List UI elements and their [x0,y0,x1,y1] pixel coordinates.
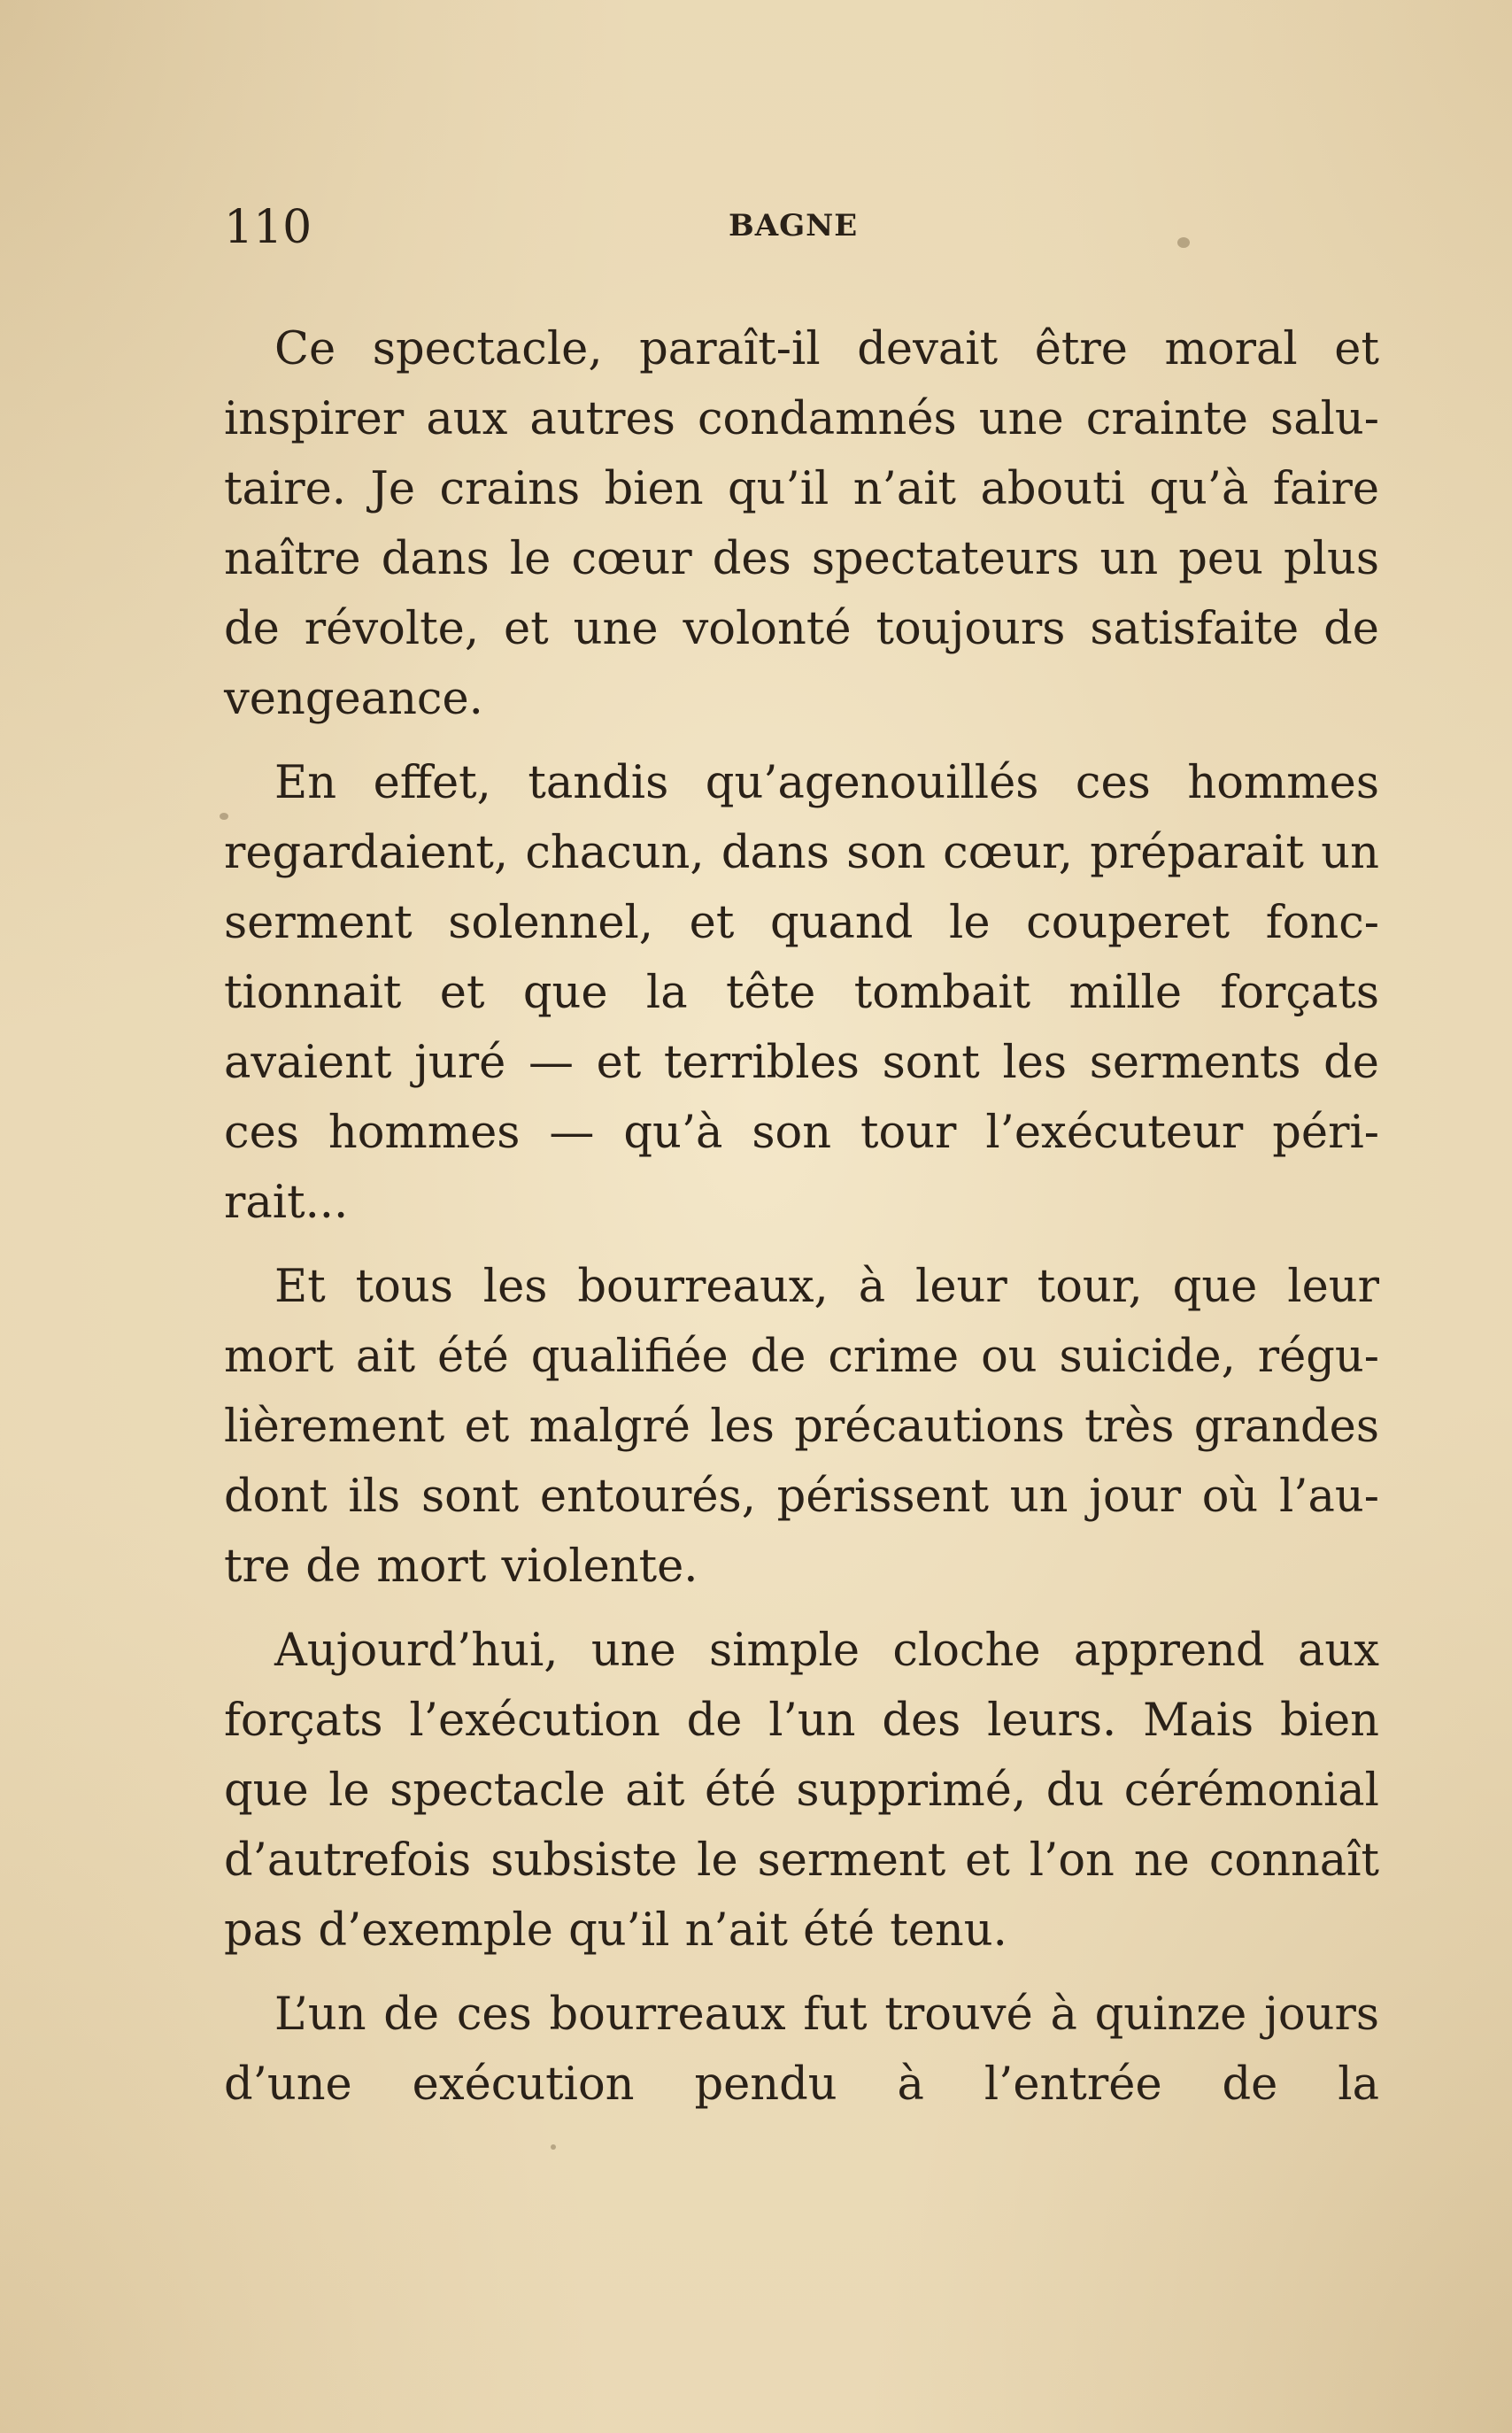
paragraph-5: L’un de ces bourreaux fut trouvé à quinze jours d’une exécution pendu à l’entrée de la [224,1989,1379,2111]
paragraph-4: Aujourd’hui, une simple cloche apprend aux forçats l’exécution de l’un des leurs. Mais bien que le spectacle ait été supprimé, du cérémonial d’autrefois subsiste le serment et l’on ne connaît pas d’exemple qu’il n’ait été tenu. [224,1625,1379,1957]
running-title: BAGNE [729,208,859,243]
paper-speck [1177,237,1190,248]
paper-speck [551,2144,556,2150]
running-head [224,197,1379,259]
paragraph-1: Ce spectacle, paraît-il devait être moral et inspirer aux autres condamnés une crainte salutaire. Je crains bien qu’il n’ait abouti qu’à faire naître dans le cœur des spectateurs un peu plus de révolte, et une volonté toujours satisfaite de vengeance. [224,323,1379,725]
paper-speck [220,813,228,820]
body-text [224,314,1379,2120]
paragraph-3: Et tous les bourreaux, à leur tour, que leur mort ait été qualifiée de crime ou suicide, régulièrement et malgré les précautions très grandes dont ils sont entourés, périssent un jour où l’autre de mort violente. [224,1261,1379,1593]
page-number: 110 [224,201,312,254]
paragraph-2: En effet, tandis qu’agenouillés ces hommes regardaient, chacun, dans son cœur, préparait un serment solennel, et quand le couperet fonctionnait et que la tête tombait mille forçats avaient juré — et terribles sont les serments de ces hommes — qu’à son tour l’exécuteur périrait... [224,757,1379,1229]
